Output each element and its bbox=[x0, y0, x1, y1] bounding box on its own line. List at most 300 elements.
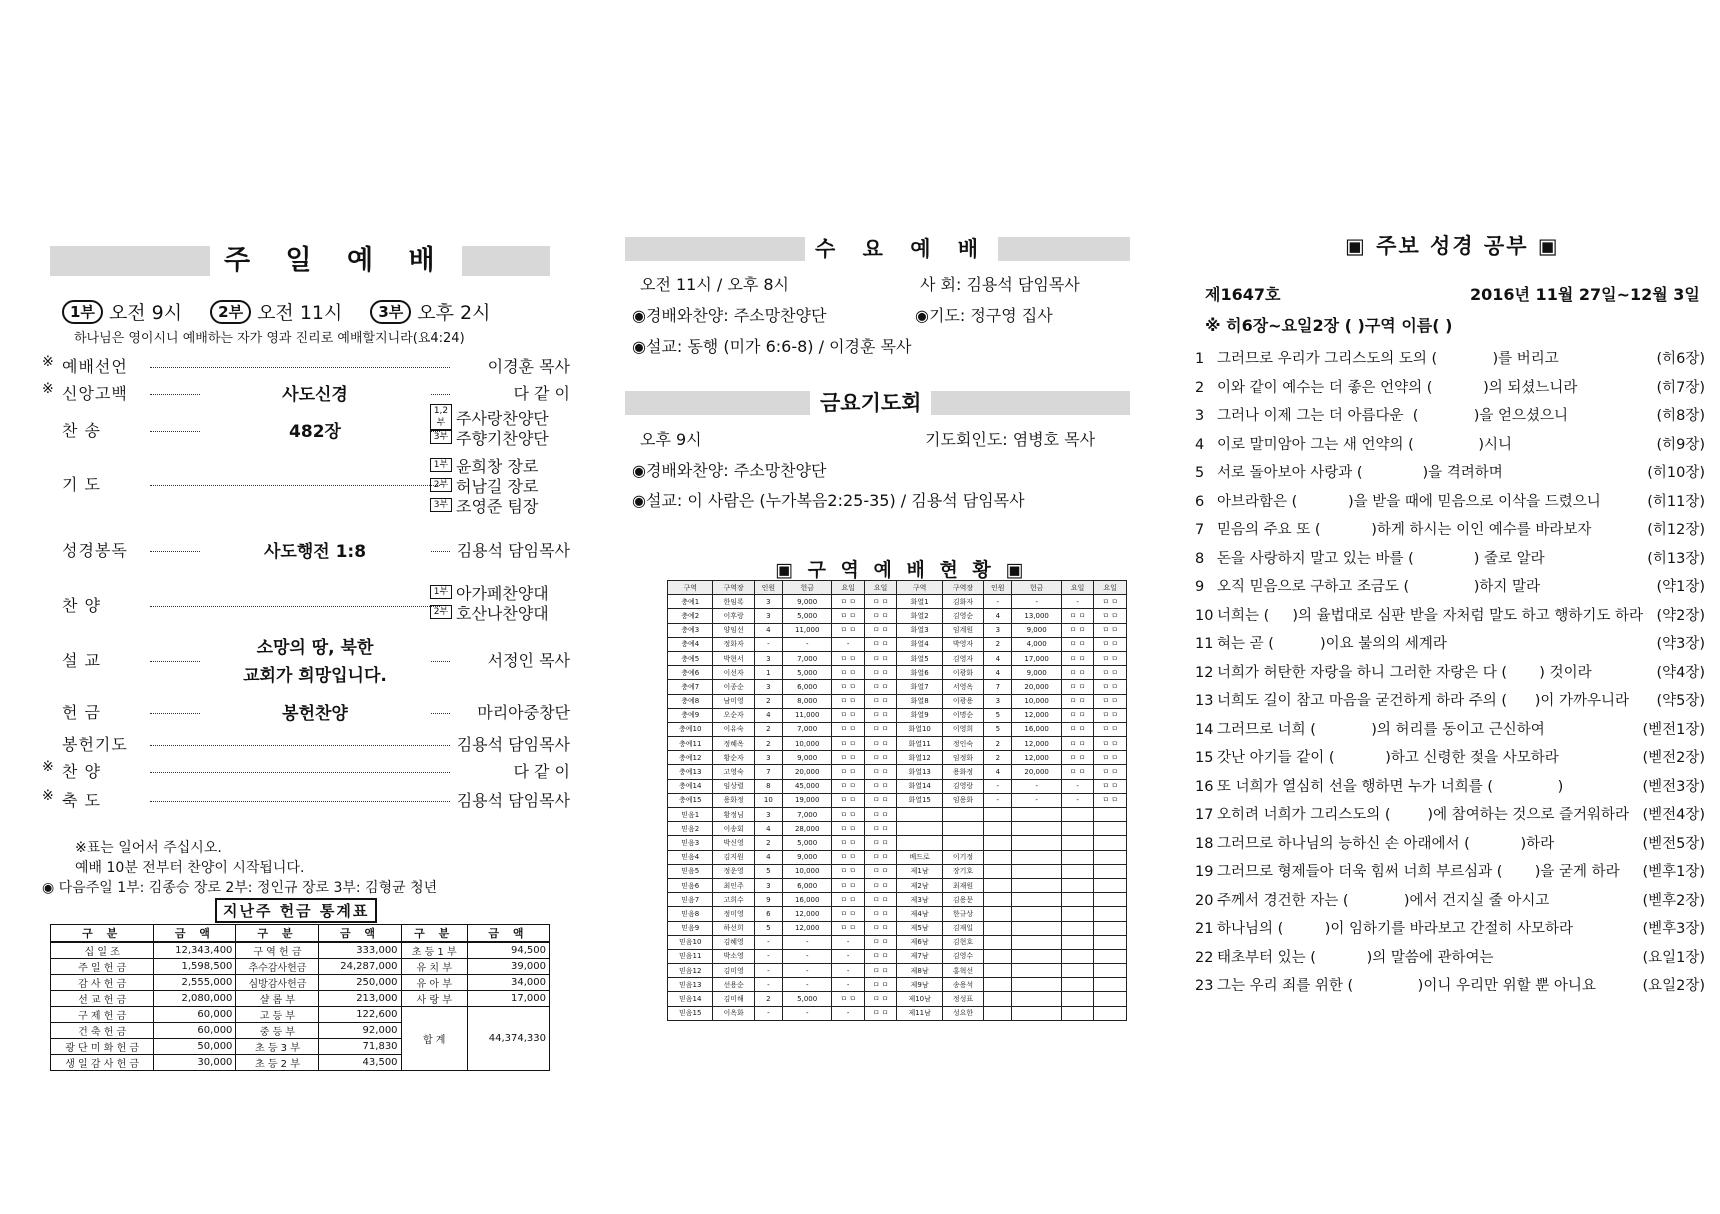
table-cell: 8,000 bbox=[782, 694, 831, 708]
table-cell: 2 bbox=[754, 836, 782, 850]
category-cell: 구 역 헌 금 bbox=[236, 942, 319, 959]
table-cell: ㅁ ㅁ bbox=[864, 949, 897, 963]
question-number: 10 bbox=[1195, 607, 1214, 624]
question-item bbox=[1195, 775, 1705, 801]
wednesday-title: 수 요 예 배 bbox=[805, 234, 998, 264]
question-item bbox=[1195, 490, 1705, 516]
col-header: 구역 bbox=[668, 581, 713, 595]
table-cell: 화열8 bbox=[897, 694, 942, 708]
table-cell: 4 bbox=[754, 623, 782, 637]
question-text: 너희는 ( )의 율법대로 심판 받을 자처럼 말도 하고 행하기도 하라 bbox=[1217, 607, 1644, 624]
question-text: 또 너희가 열심히 선을 행하면 누가 너희를 ( ) bbox=[1217, 778, 1564, 795]
amount-cell: 43,500 bbox=[319, 1055, 401, 1071]
table-row bbox=[668, 992, 1127, 1006]
table-cell: 이광용 bbox=[942, 694, 983, 708]
question-text: 그러나 이제 그는 더 아름다운 ( )을 얻으셨으니 bbox=[1217, 408, 1569, 424]
table-cell: ㅁ ㅁ bbox=[832, 666, 865, 680]
table-cell: ㅁ ㅁ bbox=[832, 779, 865, 793]
table-cell: 박소영 bbox=[713, 949, 754, 963]
table-cell: ㅁ ㅁ bbox=[1061, 722, 1094, 736]
sub-text: 호산나찬양대 bbox=[456, 603, 549, 623]
category-cell: 유 아 부 bbox=[401, 975, 467, 991]
table-cell: 정화자 bbox=[713, 637, 754, 651]
table-row bbox=[668, 708, 1127, 722]
leader-dots bbox=[150, 606, 440, 607]
sermon-title-line-2: 교회가 희망입니다. bbox=[243, 666, 387, 686]
category-cell: 사 랑 부 bbox=[401, 991, 467, 1007]
table-cell: 4 bbox=[754, 822, 782, 836]
category-cell: 감 사 헌 금 bbox=[51, 975, 154, 991]
order-label: 찬 양 bbox=[62, 762, 101, 781]
table-cell: 믿음13 bbox=[668, 978, 713, 992]
table-row bbox=[668, 878, 1127, 892]
table-cell bbox=[984, 949, 1012, 963]
part-badge-1: 1부 bbox=[62, 300, 103, 324]
question-number: 8 bbox=[1195, 550, 1205, 567]
question-reference: (벧전2장) bbox=[1642, 750, 1705, 766]
table-cell bbox=[1061, 907, 1094, 921]
table-row bbox=[668, 949, 1127, 963]
table-cell: ㅁ ㅁ bbox=[864, 992, 897, 1006]
category-cell: 광 단 미 화 헌 금 bbox=[51, 1039, 154, 1055]
table-cell: 오순자 bbox=[713, 708, 754, 722]
table-cell bbox=[1012, 850, 1061, 864]
table-cell bbox=[984, 935, 1012, 949]
table-cell: 김화자 bbox=[942, 595, 983, 609]
question-text: 그러므로 하나님의 능하신 손 아래에서 ( )하라 bbox=[1217, 835, 1555, 852]
prayer-sublist bbox=[430, 455, 555, 515]
table-cell: ㅁ ㅁ bbox=[832, 680, 865, 694]
question-text: 이와 같이 예수는 더 좋은 언약의 ( )의 되셨느니라 bbox=[1217, 379, 1578, 396]
question-number: 5 bbox=[1195, 465, 1205, 481]
table-cell: ㅁ ㅁ bbox=[1061, 708, 1094, 722]
question-reference: (벧후2장) bbox=[1642, 892, 1705, 909]
table-cell: 제1남 bbox=[897, 864, 942, 878]
table-cell: ㅁ ㅁ bbox=[864, 1006, 897, 1020]
table-row bbox=[668, 964, 1127, 978]
table-cell: 임계원 bbox=[942, 623, 983, 637]
table-cell: 화열2 bbox=[897, 609, 942, 623]
table-cell: 12,000 bbox=[782, 907, 831, 921]
table-cell: ㅁ ㅁ bbox=[864, 595, 897, 609]
order-label: 축 도 bbox=[62, 791, 101, 810]
amount-cell: 60,000 bbox=[154, 1007, 236, 1023]
table-cell: ㅁ ㅁ bbox=[864, 666, 897, 680]
category-cell: 건 축 헌 금 bbox=[51, 1023, 154, 1039]
table-cell: 10 bbox=[754, 793, 782, 807]
order-label: 찬 양 bbox=[62, 596, 101, 615]
amount-cell: 17,000 bbox=[467, 991, 549, 1007]
table-cell: 김영수 bbox=[942, 949, 983, 963]
sub-item bbox=[430, 582, 555, 602]
table-cell: ㅁ ㅁ bbox=[832, 921, 865, 935]
table-cell: 제8남 bbox=[897, 964, 942, 978]
table-cell: 4,000 bbox=[1012, 637, 1061, 651]
col-header: 구 분 bbox=[401, 925, 467, 943]
table-cell bbox=[897, 822, 942, 836]
order-content: 482장 bbox=[200, 417, 430, 442]
table-cell: ㅁ ㅁ bbox=[1061, 666, 1094, 680]
table-cell: 이명순 bbox=[942, 708, 983, 722]
table-cell: ㅁ ㅁ bbox=[1061, 765, 1094, 779]
table-cell: 믿음1 bbox=[668, 808, 713, 822]
table-cell bbox=[984, 893, 1012, 907]
table-row bbox=[668, 637, 1127, 651]
bible-study-title: ▣ 주보 성경 공부 ▣ bbox=[1345, 234, 1560, 258]
table-cell: 4 bbox=[984, 765, 1012, 779]
table-cell: ㅁ ㅁ bbox=[832, 878, 865, 892]
table-row bbox=[668, 836, 1127, 850]
table-cell: 12,000 bbox=[1012, 751, 1061, 765]
question-number: 1 bbox=[1195, 351, 1205, 367]
table-cell: 9,000 bbox=[782, 595, 831, 609]
question-item bbox=[1195, 661, 1705, 687]
order-leader: 다 같 이 bbox=[450, 381, 570, 404]
table-cell: - bbox=[782, 1006, 831, 1020]
table-cell bbox=[984, 822, 1012, 836]
table-row bbox=[668, 609, 1127, 623]
table-row bbox=[668, 595, 1127, 609]
question-reference: (약2장) bbox=[1656, 607, 1705, 624]
table-cell: 박영자 bbox=[942, 637, 983, 651]
order-content: 사도행전 1:8 bbox=[200, 537, 430, 562]
category-cell: 생 일 감 사 헌 금 bbox=[51, 1055, 154, 1071]
table-cell: 황순자 bbox=[713, 751, 754, 765]
table-row bbox=[51, 991, 550, 1007]
part-tag: 3부 bbox=[430, 430, 452, 444]
friday-sermon: ◉설교: 이 사람은 (누가복음2:25-35) / 김용석 담임목사 bbox=[632, 491, 1025, 510]
order-content: 사도신경 bbox=[200, 380, 430, 405]
table-cell: 김미영 bbox=[713, 964, 754, 978]
question-item bbox=[1195, 376, 1705, 402]
table-row bbox=[51, 942, 550, 959]
table-cell: 정운영 bbox=[713, 864, 754, 878]
table-cell: ㅁ ㅁ bbox=[864, 623, 897, 637]
order-leader: 김용석 담임목사 bbox=[450, 538, 570, 561]
question-item bbox=[1195, 404, 1705, 430]
table-cell: 고영숙 bbox=[713, 765, 754, 779]
table-cell: 충예5 bbox=[668, 651, 713, 665]
table-cell: 베드로 bbox=[897, 850, 942, 864]
table-cell: 정인숙 bbox=[942, 737, 983, 751]
question-reference: (히10장) bbox=[1647, 465, 1705, 481]
table-cell: 정미영 bbox=[713, 907, 754, 921]
table-cell: 8 bbox=[754, 779, 782, 793]
table-cell: ㅁ ㅁ bbox=[864, 808, 897, 822]
table-cell: 고희수 bbox=[713, 893, 754, 907]
table-row bbox=[668, 737, 1127, 751]
table-cell: 장기호 bbox=[942, 864, 983, 878]
part-tag: 1부 bbox=[430, 458, 452, 472]
table-cell: 충예2 bbox=[668, 609, 713, 623]
table-cell: ㅁ ㅁ bbox=[832, 595, 865, 609]
question-number: 14 bbox=[1195, 721, 1214, 738]
question-item bbox=[1195, 917, 1705, 943]
table-cell: ㅁ ㅁ bbox=[864, 864, 897, 878]
table-cell: 선용순 bbox=[713, 978, 754, 992]
table-cell: 김미해 bbox=[713, 992, 754, 1006]
table-cell bbox=[1012, 893, 1061, 907]
table-row bbox=[668, 850, 1127, 864]
sub-item bbox=[430, 475, 555, 495]
table-row bbox=[51, 959, 550, 975]
table-cell: 제7남 bbox=[897, 949, 942, 963]
table-cell: ㅁ ㅁ bbox=[1061, 623, 1094, 637]
question-item bbox=[1195, 689, 1705, 715]
table-cell: 제3남 bbox=[897, 893, 942, 907]
note-standing: ※표는 일어서 주십시오. bbox=[75, 840, 222, 856]
table-cell bbox=[1012, 949, 1061, 963]
table-cell: 화열12 bbox=[897, 751, 942, 765]
table-cell: ㅁ ㅁ bbox=[832, 893, 865, 907]
question-number: 3 bbox=[1195, 408, 1205, 424]
table-cell: 믿음15 bbox=[668, 1006, 713, 1020]
category-cell: 유 치 부 bbox=[401, 959, 467, 975]
table-cell bbox=[1094, 921, 1127, 935]
category-cell: 주 일 헌 금 bbox=[51, 959, 154, 975]
order-leader: 마리아중창단 bbox=[450, 700, 570, 723]
table-cell: - bbox=[782, 964, 831, 978]
col-header: 인원 bbox=[984, 581, 1012, 595]
table-cell bbox=[1094, 893, 1127, 907]
table-cell: 믿음3 bbox=[668, 836, 713, 850]
question-number: 21 bbox=[1195, 921, 1214, 937]
table-cell: 5,000 bbox=[782, 992, 831, 1006]
friday-title-bar bbox=[625, 391, 1130, 415]
table-cell: 한임록 bbox=[713, 595, 754, 609]
col-header: 헌금 bbox=[1012, 581, 1061, 595]
question-reference: (히13장) bbox=[1647, 550, 1705, 567]
wednesday-prayer: ◉기도: 정구영 집사 bbox=[915, 306, 1053, 325]
sunday-title-bar bbox=[50, 246, 550, 276]
table-cell bbox=[1061, 992, 1094, 1006]
amount-cell: 24,287,000 bbox=[319, 959, 401, 975]
table-cell: 믿음9 bbox=[668, 921, 713, 935]
table-cell bbox=[897, 808, 942, 822]
table-cell: 16,000 bbox=[1012, 722, 1061, 736]
table-cell: - bbox=[1061, 793, 1094, 807]
table-cell: - bbox=[984, 793, 1012, 807]
table-cell: 9,000 bbox=[782, 850, 831, 864]
friday-title: 금요기도회 bbox=[810, 388, 931, 418]
amount-cell: 71,830 bbox=[319, 1039, 401, 1055]
table-cell: 최인주 bbox=[713, 878, 754, 892]
table-cell: ㅁ ㅁ bbox=[864, 907, 897, 921]
question-text: 하나님의 ( )이 임하기를 바라보고 간절히 사모하라 bbox=[1217, 921, 1573, 937]
part-tag: 1,2부 bbox=[430, 404, 452, 430]
table-cell bbox=[1094, 1006, 1127, 1020]
table-cell: 남미영 bbox=[713, 694, 754, 708]
table-cell: 5,000 bbox=[782, 609, 831, 623]
table-cell: 17,000 bbox=[1012, 651, 1061, 665]
table-cell: 3 bbox=[984, 623, 1012, 637]
table-cell bbox=[984, 878, 1012, 892]
order-label: 성경봉독 bbox=[62, 541, 128, 560]
table-cell: 양임선 bbox=[713, 623, 754, 637]
table-cell: 이광화 bbox=[942, 666, 983, 680]
question-reference: (히8장) bbox=[1656, 408, 1705, 424]
table-cell: 충예7 bbox=[668, 680, 713, 694]
table-cell: ㅁ ㅁ bbox=[864, 850, 897, 864]
category-cell: 십 일 조 bbox=[51, 942, 154, 959]
question-item bbox=[1195, 433, 1705, 459]
amount-cell: 213,000 bbox=[319, 991, 401, 1007]
question-number: 23 bbox=[1195, 978, 1214, 994]
table-cell: 이종순 bbox=[713, 680, 754, 694]
question-reference: (요일2장) bbox=[1642, 978, 1705, 994]
question-text: 돈을 사랑하지 말고 있는 바를 ( ) 줄로 알라 bbox=[1217, 550, 1545, 567]
table-cell bbox=[1061, 949, 1094, 963]
order-content: 봉헌찬양 bbox=[200, 699, 430, 724]
question-number: 11 bbox=[1195, 636, 1214, 652]
table-cell: 13,000 bbox=[1012, 609, 1061, 623]
col-header: 요일 bbox=[1061, 581, 1094, 595]
table-cell: 홍혁선 bbox=[942, 964, 983, 978]
table-cell: ㅁ ㅁ bbox=[832, 793, 865, 807]
table-cell: 서영옥 bbox=[942, 680, 983, 694]
order-leader: 다 같 이 bbox=[450, 759, 570, 782]
question-text: 믿음의 주요 또 ( )하게 하시는 이인 예수를 바라보자 bbox=[1217, 522, 1592, 538]
amount-cell: 333,000 bbox=[319, 942, 401, 959]
table-cell bbox=[1012, 864, 1061, 878]
table-cell bbox=[1012, 878, 1061, 892]
table-cell: 20,000 bbox=[1012, 765, 1061, 779]
sunday-title: 주 일 예 배 bbox=[210, 242, 462, 280]
table-row bbox=[668, 765, 1127, 779]
table-cell: ㅁ ㅁ bbox=[1061, 609, 1094, 623]
table-cell: ㅁ ㅁ bbox=[1094, 666, 1127, 680]
sub-item bbox=[430, 602, 555, 622]
table-cell: 9 bbox=[754, 893, 782, 907]
standing-mark: ※ bbox=[42, 759, 54, 775]
order-row-10 bbox=[42, 759, 570, 783]
table-row bbox=[51, 975, 550, 991]
table-cell: 화열11 bbox=[897, 737, 942, 751]
question-reference: (벧전3장) bbox=[1642, 778, 1705, 795]
table-cell: 이영희 bbox=[942, 722, 983, 736]
col-header: 구역 bbox=[897, 581, 942, 595]
table-cell bbox=[1094, 822, 1127, 836]
question-text: 태초부터 있는 ( )의 말씀에 관하여는 bbox=[1217, 949, 1494, 966]
col-header: 금 액 bbox=[319, 925, 401, 943]
table-cell: 김영순 bbox=[942, 609, 983, 623]
table-cell: 박신영 bbox=[713, 836, 754, 850]
table-cell: ㅁ ㅁ bbox=[832, 651, 865, 665]
table-cell: - bbox=[754, 935, 782, 949]
question-number: 4 bbox=[1195, 436, 1205, 453]
table-cell: - bbox=[1061, 779, 1094, 793]
table-cell: ㅁ ㅁ bbox=[1094, 637, 1127, 651]
table-cell: 4 bbox=[984, 651, 1012, 665]
table-cell: 6 bbox=[754, 907, 782, 921]
table-cell: - bbox=[832, 1006, 865, 1020]
table-cell: 충예14 bbox=[668, 779, 713, 793]
table-cell: 박현서 bbox=[713, 651, 754, 665]
sub-item bbox=[430, 407, 555, 427]
question-reference: (히6장) bbox=[1656, 351, 1705, 367]
table-cell: - bbox=[832, 978, 865, 992]
table-cell bbox=[1061, 808, 1094, 822]
table-cell: 이기정 bbox=[942, 850, 983, 864]
sub-text: 윤희창 장로 bbox=[456, 456, 539, 476]
table-cell: ㅁ ㅁ bbox=[832, 623, 865, 637]
sub-item bbox=[430, 495, 555, 515]
question-number: 19 bbox=[1195, 864, 1214, 880]
table-cell: 믿음5 bbox=[668, 864, 713, 878]
table-cell bbox=[984, 808, 1012, 822]
table-cell: 화열7 bbox=[897, 680, 942, 694]
offering-stats-body bbox=[51, 942, 550, 1071]
table-cell: - bbox=[754, 949, 782, 963]
part-time-2: 오전 11시 bbox=[257, 302, 343, 324]
table-cell: 충예11 bbox=[668, 737, 713, 751]
table-cell: ㅁ ㅁ bbox=[864, 722, 897, 736]
table-cell: 화열3 bbox=[897, 623, 942, 637]
amount-cell: 92,000 bbox=[319, 1023, 401, 1039]
leader-dots bbox=[150, 772, 464, 773]
question-reference: (히7장) bbox=[1656, 379, 1705, 396]
table-row bbox=[668, 935, 1127, 949]
part-badge-2: 2부 bbox=[210, 300, 251, 324]
table-cell: ㅁ ㅁ bbox=[832, 836, 865, 850]
table-cell: ㅁ ㅁ bbox=[832, 765, 865, 779]
table-cell: 1 bbox=[754, 666, 782, 680]
table-cell: 9,000 bbox=[782, 751, 831, 765]
study-range: ※ 히6장~요일2장 ( )구역 이름( ) bbox=[1205, 316, 1453, 335]
amount-cell: 2,555,000 bbox=[154, 975, 236, 991]
table-cell bbox=[1012, 935, 1061, 949]
table-cell: 화열1 bbox=[897, 595, 942, 609]
order-label: 설 교 bbox=[62, 651, 101, 670]
table-cell bbox=[1012, 907, 1061, 921]
question-item bbox=[1195, 889, 1705, 915]
leader-dots bbox=[150, 367, 464, 368]
praise-sublist bbox=[430, 582, 555, 622]
table-row bbox=[668, 793, 1127, 807]
table-cell: 한규상 bbox=[942, 907, 983, 921]
question-text: 서로 돌아보아 사랑과 ( )을 격려하며 bbox=[1217, 465, 1503, 481]
table-cell: 충예1 bbox=[668, 595, 713, 609]
table-cell: ㅁ ㅁ bbox=[832, 708, 865, 722]
table-cell: 10,000 bbox=[1012, 694, 1061, 708]
wednesday-time: 오전 11시 / 오후 8시 bbox=[640, 275, 790, 294]
order-label: 예배선언 bbox=[62, 357, 128, 376]
sermon-title bbox=[200, 634, 430, 690]
table-cell: 화열14 bbox=[897, 779, 942, 793]
table-cell: ㅁ ㅁ bbox=[864, 964, 897, 978]
table-cell: ㅁ ㅁ bbox=[864, 637, 897, 651]
table-cell: 3 bbox=[754, 680, 782, 694]
table-cell bbox=[984, 978, 1012, 992]
amount-cell: 1,598,500 bbox=[154, 959, 236, 975]
amount-cell: 122,600 bbox=[319, 1007, 401, 1023]
order-label: 봉헌기도 bbox=[62, 735, 128, 754]
table-cell: 28,000 bbox=[782, 822, 831, 836]
question-item bbox=[1195, 746, 1705, 772]
part-badge-3: 3부 bbox=[370, 300, 411, 324]
table-cell bbox=[984, 836, 1012, 850]
table-cell: 16,000 bbox=[782, 893, 831, 907]
table-cell: ㅁ ㅁ bbox=[832, 609, 865, 623]
table-cell: 5 bbox=[754, 864, 782, 878]
table-cell: ㅁ ㅁ bbox=[832, 722, 865, 736]
table-cell bbox=[1094, 808, 1127, 822]
table-cell: ㅁ ㅁ bbox=[1094, 708, 1127, 722]
question-text: 아브라함은 ( )을 받을 때에 믿음으로 이삭을 드렸으니 bbox=[1217, 493, 1601, 510]
question-item bbox=[1195, 547, 1705, 573]
table-cell: 정성표 bbox=[942, 992, 983, 1006]
question-text: 그러므로 우리가 그리스도의 도의 ( )를 버리고 bbox=[1217, 351, 1559, 367]
